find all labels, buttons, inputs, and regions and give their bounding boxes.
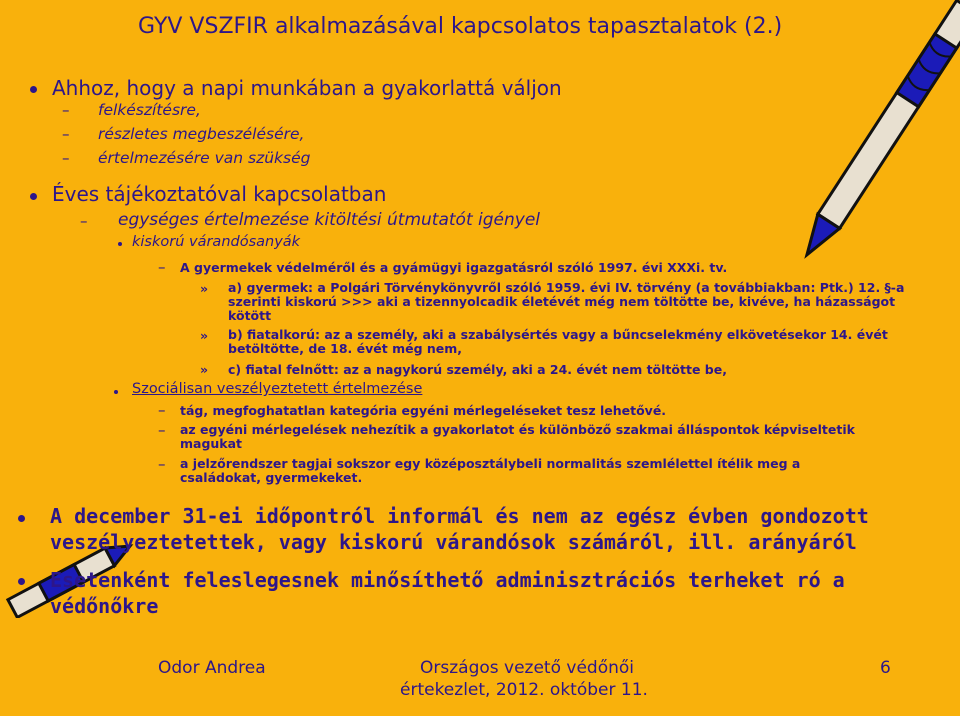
- dash: –: [158, 401, 166, 419]
- dash: –: [158, 455, 166, 473]
- dash: –: [62, 125, 70, 143]
- bullet-dot: [114, 390, 118, 394]
- bullet-dot: [30, 193, 37, 200]
- crayon-right-icon: [790, 0, 960, 300]
- bullet-dot: [18, 515, 25, 522]
- law-item-a: a) gyermek: a Polgári Törvénykönyvről szóló 1959. évi IV. törvény (a továbbiakban: Ptk.) 12. §-a szerinti kiskorú >>> aki a tizennyolcadik életévét még nem töltötte be, kivéve, ha házasságot kötött: [228, 280, 905, 323]
- social-heading: Szociálisan veszélyeztetett értelmezése: [132, 381, 423, 397]
- dash: –: [62, 101, 70, 119]
- law-item-b: b) fiatalkorú: az a személy, aki a szabálysértés vagy a bűncselekmény elkövetésekor 14. évét betöltötte, de 18. évét még nem,: [228, 327, 888, 356]
- section1-item: részletes megbeszélésére,: [98, 125, 305, 143]
- dash: –: [158, 421, 166, 439]
- law-item-c: c) fiatal felnőtt: az a nagykorú személy, aki a 24. évét nem töltötte be,: [228, 362, 727, 377]
- bullet-dot: [18, 578, 25, 585]
- footer-event-line1: Országos vezető védőnői: [420, 658, 635, 678]
- law-marker: »: [200, 362, 209, 377]
- law-text: A gyermekek védelméről és a gyámügyi igazgatásról szóló 1997. évi XXXi. tv.: [180, 260, 728, 275]
- footer-event-line2: értekezlet, 2012. október 11.: [400, 680, 648, 700]
- footer-page-number: 6: [880, 658, 891, 678]
- dash: –: [158, 258, 166, 276]
- bullet-dot: [118, 242, 122, 246]
- social-item: az egyéni mérlegelések nehezítik a gyakorlatot és különböző szakmai álláspontok képviseltetik magukat: [180, 422, 855, 451]
- dash: –: [62, 149, 70, 167]
- bullet-dot: [30, 86, 37, 93]
- law-marker: »: [200, 281, 209, 296]
- section1-item: értelmezésére van szükség: [98, 149, 311, 167]
- social-item: tág, megfoghatatlan kategória egyéni mérlegeléseket tesz lehetővé.: [180, 403, 667, 418]
- social-item: a jelzőrendszer tagjai sokszor egy középosztálybeli normalitás szemlélettel ítélik meg a családokat, gyermekeket.: [180, 456, 801, 485]
- slide-title: GYV VSZFIR alkalmazásával kapcsolatos tapasztalatok (2.): [138, 14, 783, 39]
- section1-heading: Ahhoz, hogy a napi munkában a gyakorlattá váljon: [52, 76, 562, 100]
- section2-sub: egységes értelmezése kitöltési útmutatót igényel: [118, 210, 541, 230]
- footer-author: Odor Andrea: [158, 658, 266, 678]
- section1-item: felkészítésre,: [98, 101, 201, 119]
- law-marker: »: [200, 328, 209, 343]
- section4-text: Esetenként feleslegesnek minősíthető adminisztrációs terheket ró a védőnőkre: [50, 568, 845, 618]
- dash: –: [80, 212, 88, 230]
- section2-heading: Éves tájékoztatóval kapcsolatban: [52, 182, 387, 206]
- section3-text: A december 31-ei időpontról informál és nem az egész évben gondozott veszélyeztetettek, vagy kiskorú várandósok számáról, ill. arányáról: [50, 504, 869, 554]
- section2-bullet: kiskorú várandósanyák: [132, 234, 301, 250]
